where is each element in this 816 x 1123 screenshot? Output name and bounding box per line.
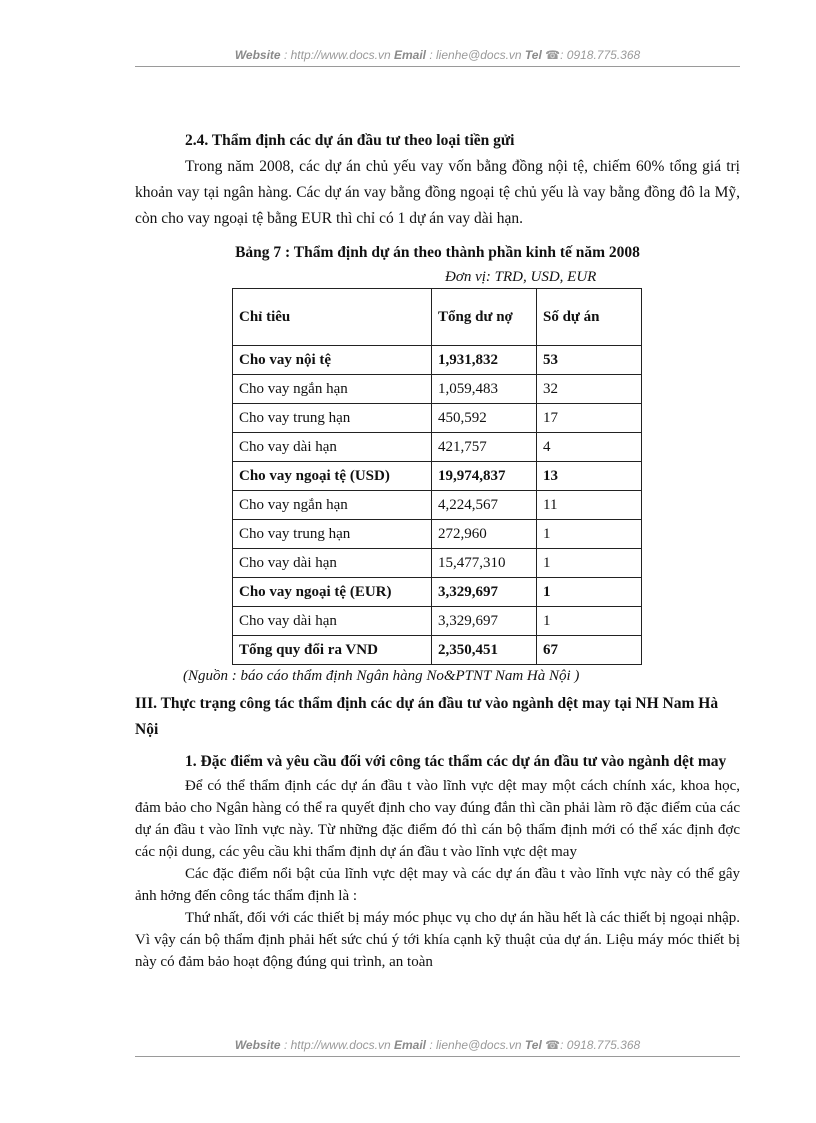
row-label: Cho vay dài hạn — [233, 549, 432, 578]
heading-subsection-1: 1. Đặc điểm và yêu cầu đối với công tác thẩm các dự án đầu tư vào ngành dệt may — [185, 753, 727, 770]
footer-email-label: Email — [394, 1038, 427, 1052]
row-label: Cho vay ngắn hạn — [233, 491, 432, 520]
table-row — [233, 549, 642, 578]
row-label: Cho vay trung hạn — [233, 404, 432, 433]
row-count: 11 — [537, 491, 642, 520]
row-count: 13 — [537, 462, 642, 491]
row-count: 1 — [537, 520, 642, 549]
table-unit: Đơn vị: TRD, USD, EUR — [445, 269, 597, 285]
tel-label: Tel — [524, 48, 542, 62]
row-label: Tổng quy đổi ra VND — [233, 636, 432, 665]
table-row — [233, 578, 642, 607]
row-total: 3,329,697 — [432, 578, 537, 607]
footer-website-label: Website — [234, 1038, 281, 1052]
page-footer — [135, 1038, 740, 1057]
page-header — [135, 48, 740, 67]
row-total: 1,931,832 — [432, 346, 537, 375]
table-header-row — [233, 289, 642, 346]
row-total: 2,350,451 — [432, 636, 537, 665]
footer-email-value: : lienhe@docs.vn — [426, 1038, 525, 1052]
paragraph-first: Thứ nhất, đối với các thiết bị máy móc phục vụ cho dự án hầu hết là các thiết bị ngoại nhập. Vì vậy cán bộ thẩm định phải hết sức chú ý tới khía cạnh kỹ thuật của dự án. Liệu máy móc thiết bị này có đảm bảo hoạt động đúng qui trình, an toàn — [135, 910, 740, 970]
footer-website-value: : http://www.docs.vn — [280, 1038, 394, 1052]
row-total: 421,757 — [432, 433, 537, 462]
row-total: 3,329,697 — [432, 607, 537, 636]
table-body — [233, 346, 642, 665]
row-label: Cho vay dài hạn — [233, 607, 432, 636]
row-count: 1 — [537, 549, 642, 578]
row-count: 1 — [537, 578, 642, 607]
email-label: Email — [394, 48, 427, 62]
header-total: Tổng dư nợ — [432, 289, 537, 346]
table-row — [233, 520, 642, 549]
row-label: Cho vay ngoại tệ (USD) — [233, 462, 432, 491]
row-count: 17 — [537, 404, 642, 433]
loan-table — [232, 288, 642, 665]
row-count: 4 — [537, 433, 642, 462]
row-label: Cho vay ngoại tệ (EUR) — [233, 578, 432, 607]
table-row — [233, 346, 642, 375]
table-row — [233, 375, 642, 404]
table-row — [233, 636, 642, 665]
website-value: : http://www.docs.vn — [280, 48, 394, 62]
paragraph-loan-currency: Trong năm 2008, các dự án chủ yếu vay vốn bằng đồng nội tệ, chiếm 60% tổng giá trị khoản vay tại ngân hàng. Các dự án vay bằng đồng ngoại tệ chủ yếu là vay bằng đồng đô la Mỹ, còn cho vay ngoại tệ bằng EUR thì chỉ có 1 dự án vay dài hạn. — [135, 158, 740, 227]
table-row — [233, 404, 642, 433]
header-count: Số dự án — [537, 289, 642, 346]
paragraph-features: Các đặc điểm nổi bật của lĩnh vực dệt may và các dự án đầu t vào lĩnh vực này có thể gây ảnh hởng đến công tác thẩm định là : — [135, 866, 740, 904]
row-total: 4,224,567 — [432, 491, 537, 520]
table-title: Bảng 7 : Thẩm định dự án theo thành phần kinh tế năm 2008 — [235, 244, 640, 261]
row-count: 53 — [537, 346, 642, 375]
row-total: 450,592 — [432, 404, 537, 433]
row-total: 19,974,837 — [432, 462, 537, 491]
row-label: Cho vay nội tệ — [233, 346, 432, 375]
section-title: 2.4. Thẩm định các dự án đầu tư theo loại tiền gửi — [185, 132, 515, 149]
row-total: 15,477,310 — [432, 549, 537, 578]
row-label: Cho vay ngắn hạn — [233, 375, 432, 404]
heading-section-iii: III. Thực trạng công tác thẩm định các dự án đầu tư vào ngành dệt may tại NH Nam Hà Nội — [135, 695, 719, 738]
table-row — [233, 462, 642, 491]
row-count: 1 — [537, 607, 642, 636]
footer-tel-value: ☎: 0918.775.368 — [541, 1038, 641, 1052]
table-row — [233, 607, 642, 636]
table-row — [233, 433, 642, 462]
website-label: Website — [234, 48, 281, 62]
row-count: 67 — [537, 636, 642, 665]
header-criteria: Chỉ tiêu — [233, 289, 432, 346]
row-total: 272,960 — [432, 520, 537, 549]
tel-value: ☎: 0918.775.368 — [541, 48, 641, 62]
row-total: 1,059,483 — [432, 375, 537, 404]
page-content — [135, 128, 740, 973]
paragraph-characteristics: Để có thể thẩm định các dự án đầu t vào lĩnh vực dệt may một cách chính xác, khoa học, đảm bảo cho Ngân hàng có thể ra quyết định cho vay đúng đắn thì cần phải làm rõ đặc điểm của các dự án đầu t vào lĩnh vực này. Từ những đặc điểm đó thì cán bộ thẩm định mới có thể xác định đợc các nội dung, các yêu cầu khi thẩm định dự án đầu t vào lĩnh vực dệt may — [135, 778, 740, 860]
table-row — [233, 491, 642, 520]
email-value: : lienhe@docs.vn — [426, 48, 525, 62]
table-source: (Nguồn : báo cáo thẩm định Ngân hàng No&PTNT Nam Hà Nội ) — [183, 668, 580, 684]
row-label: Cho vay dài hạn — [233, 433, 432, 462]
row-count: 32 — [537, 375, 642, 404]
footer-tel-label: Tel — [524, 1038, 542, 1052]
row-label: Cho vay trung hạn — [233, 520, 432, 549]
